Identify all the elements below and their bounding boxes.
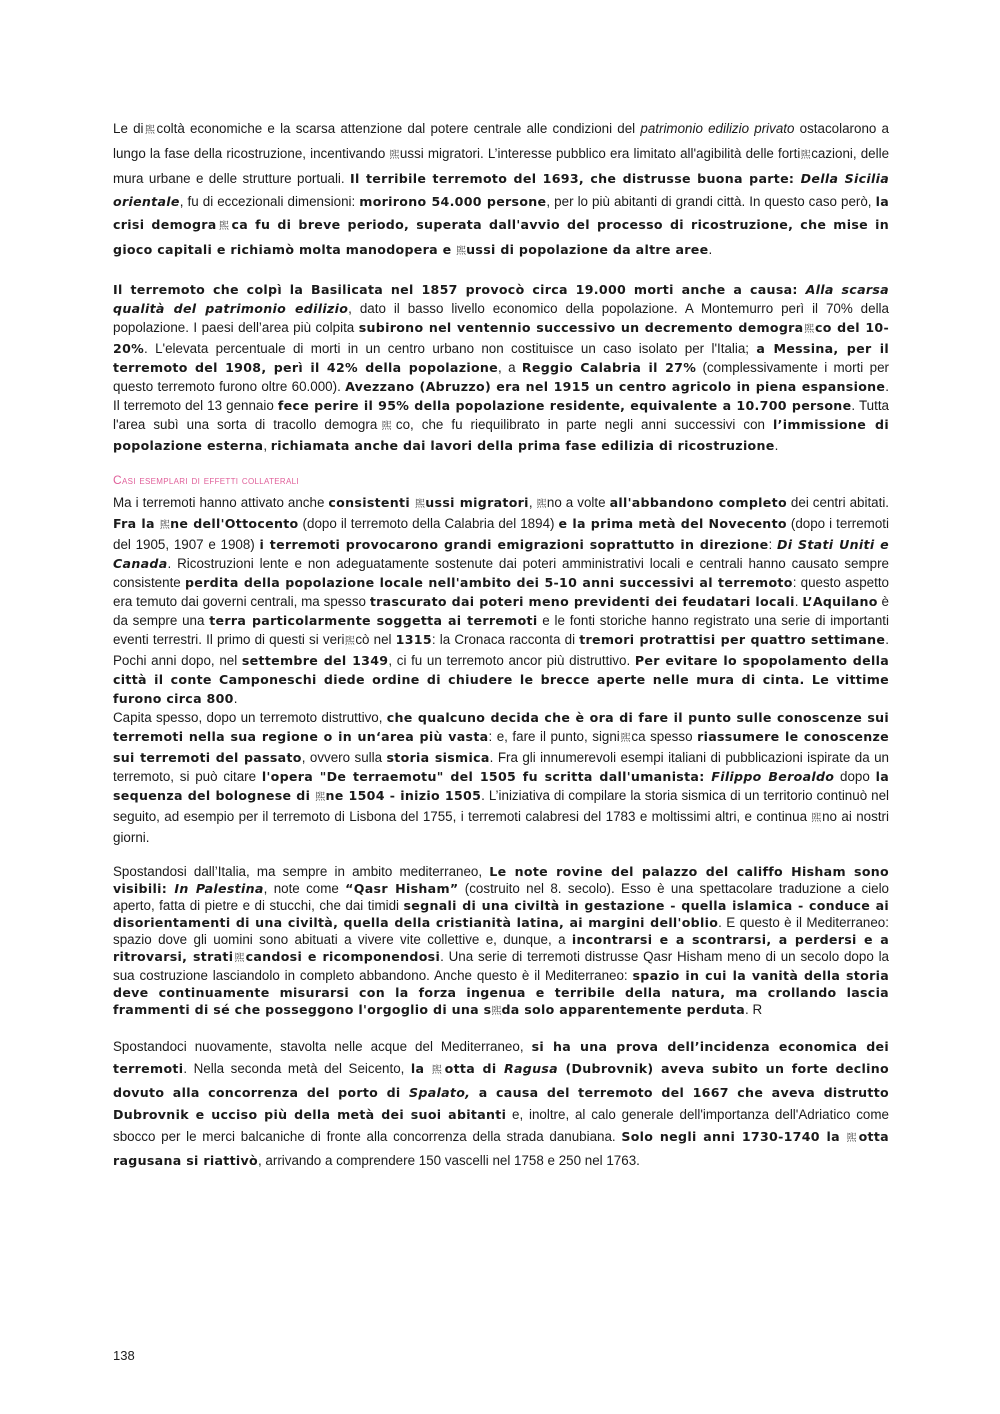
- text-run: no a volte: [546, 495, 610, 510]
- text-run: (complessivamente i morti per questo terremoto furono oltre 60.000).: [113, 360, 889, 394]
- bold-text: riassumere le conoscenze sui terremoti del passato: [113, 729, 889, 765]
- section-heading: Casi esemplari di effetti collaterali: [113, 473, 299, 487]
- text-run: (costruito nel 8. secolo). Esso è una spettacolare traduzione a cielo aperto, fatta di pietre e di stucchi, che dai timidi: [113, 881, 889, 913]
- bold-text: terra particolarmente soggetta ai terremoti: [209, 613, 538, 628]
- ligature-glyph: 𤋮: [143, 125, 157, 136]
- bold-text: morirono 54.000 persone: [359, 194, 547, 209]
- text-run: . L’iniziativa di compilare la storia sismica di un territorio continuò nel seguito, ad esempio per il terremoto di Lisbona del 1755, i terremoti calabresi del 1783 e moltissimi altri, e continua: [113, 788, 890, 824]
- bold-italic-text: Della Sicilia orientale: [113, 171, 889, 209]
- bold-text: trascurato dai poteri meno previdenti dei feudatari locali: [369, 594, 795, 609]
- text-run: . Il terremoto del 13 gennaio: [113, 379, 890, 413]
- text-run: ,: [263, 438, 271, 453]
- text-run: co, che fu riequilibrato in parte negli anni successivi con: [395, 417, 774, 432]
- bold-text: l'opera "De terraemotu" del 1505 fu scritta dall'umanista:: [261, 769, 712, 784]
- bold-text: Il terribile terremoto del 1693, che distrusse buona parte:: [350, 171, 801, 186]
- text-run: . Nella seconda metà del Seicento,: [183, 1061, 411, 1076]
- text-run: cò nel: [355, 632, 396, 647]
- text-run: coltà economiche e la scarsa attenzione dal potere centrale alle condizioni del: [156, 121, 641, 136]
- ligature-glyph: 𤋮: [800, 150, 812, 161]
- text-run: : e, fare il punto, signi: [488, 729, 620, 744]
- text-run: .: [233, 691, 238, 706]
- ligature-glyph: 𤋮: [619, 733, 632, 744]
- text-run: ostacolarono a lungo la fase della ricostruzione, incentivando: [113, 121, 889, 161]
- text-run: , per lo più abitanti di grandi città. In questo caso però,: [546, 194, 876, 209]
- ligature-glyph: 𤋮: [233, 953, 246, 964]
- italic-text: patrimonio edilizio privato: [640, 121, 795, 136]
- ligature-glyph: 𤋮: [344, 636, 356, 647]
- bold-text: subirono nel ventennio successivo un decremento demogra: [358, 320, 804, 335]
- bold-text: i terremoti provocarono grandi emigrazioni soprattutto in direzione: [259, 537, 769, 552]
- bold-text: ne 1504 - inizio 1505: [325, 788, 482, 803]
- text-run: , fu di eccezionali dimensioni:: [179, 194, 360, 209]
- text-run: (dopo il terremoto della Calabria del 1894): [298, 516, 559, 531]
- bold-text: co del 10-20%: [113, 320, 890, 356]
- bold-text: l’immissione di popolazione esterna: [113, 417, 889, 453]
- bold-text: si ha una prova dell’incidenza economica dei terremoti: [113, 1039, 889, 1076]
- text-run: ca spesso: [631, 729, 698, 744]
- text-run: e le fonti storiche hanno registrato una serie di importanti eventi terrestri. Il primo di questi si veri: [113, 613, 889, 647]
- text-run: . Una serie di terremoti distrusse Qasr Hisham meno di un secolo dopo la sua costruzione lasciandolo in completo abbandono. Anche questo è il Mediterraneo:: [113, 949, 890, 983]
- text-run: e, inoltre, al calo generale dell'importanza dell'Adriatico come sbocco per le merci balcaniche di fronte alla concorrenza della strada danubiana.: [113, 1107, 889, 1144]
- bold-text: a Messina, per il terremoto del 1908, perì il 42% della popolazione: [113, 341, 889, 375]
- bold-text: Le note rovine del palazzo del califfo Hisham sono visibili:: [113, 864, 890, 896]
- text-run: .: [774, 438, 779, 453]
- text-run: ,: [528, 495, 537, 510]
- text-run: . Pochi anni dopo, nel: [113, 632, 889, 668]
- paragraph-4: [113, 708, 889, 847]
- bold-text: consistenti: [328, 495, 415, 510]
- ligature-glyph: 𤋮: [456, 246, 467, 257]
- ligature-glyph: 𤋮: [846, 1133, 859, 1144]
- bold-text: segnali di una civiltà in gestazione - quella islamica - conduce ai disorientamenti di una civiltà, quella della cristianità latina, ai margini dell'oblio: [113, 898, 889, 930]
- bold-text: ussi migratori: [425, 495, 529, 510]
- text-run: cazioni, delle mura urbane e delle strutture portuali.: [113, 146, 890, 186]
- bold-text: L’Aquilano: [802, 594, 878, 609]
- bold-text: “Qasr Hisham”: [345, 881, 459, 896]
- bold-text: fece perire il 95% della popolazione residente, equivalente a 10.700 persone: [277, 398, 852, 413]
- text-run: :: [768, 537, 777, 552]
- bold-text: che qualcuno decida che è ora di fare il punto sulle conoscenze sui terremoti nella sua regione o in un‘area più vasta: [113, 710, 890, 744]
- paragraph-6: [113, 1036, 889, 1172]
- text-run: , ovvero sulla: [301, 750, 387, 765]
- bold-text: a causa del terremoto del 1667 che aveva distrutto Dubrovnik e ucciso più della metà dei suoi abitanti: [113, 1085, 889, 1122]
- text-run: Ma i terremoti hanno attivato anche: [113, 495, 329, 510]
- ligature-glyph: 𤋮: [811, 813, 823, 824]
- bold-text: la crisi demogra: [113, 194, 889, 232]
- bold-text: spazio in cui la vanità della storia deve continuamente misurarsi con la forza ingenua e terribile della natura, ma crollando lascia frammenti di sé che posseggono l'orgoglio di una s: [113, 968, 889, 1017]
- bold-text: richiamata anche dai lavori della prima fase edilizia di ricostruzione: [270, 438, 775, 453]
- bold-text: Reggio Calabria il 27%: [521, 360, 697, 375]
- bold-text: ca fu di breve periodo, superata dall'avvio del processo di ricostruzione, che mise in gioco capitali e richiamò molta manodopera e: [113, 217, 889, 257]
- text-run: , arrivando a comprendere 150 vascelli nel 1758 e 250 nel 1763.: [257, 1153, 640, 1168]
- bold-italic-text: Spalato,: [409, 1085, 471, 1100]
- page-body: [113, 117, 889, 1172]
- text-run: Spostandoci nuovamente, stavolta nelle acque del Mediterraneo,: [113, 1039, 532, 1054]
- text-run: : la Cronaca racconta di: [431, 632, 580, 647]
- ligature-glyph: 𤋮: [491, 1006, 502, 1017]
- paragraph-3: [113, 493, 889, 708]
- bold-text: settembre del 1349: [241, 653, 389, 668]
- bold-text: 1315: [395, 632, 432, 647]
- paragraph-1: [113, 117, 889, 263]
- bold-text: ussi di popolazione da altre aree: [466, 242, 709, 257]
- ligature-glyph: 𤋮: [377, 421, 396, 432]
- text-run: Capita spesso, dopo un terremoto distruttivo,: [113, 710, 387, 725]
- bold-text: Il terremoto che colpì la Basilicata nel 1857 provocò circa 19.000 morti anche a causa:: [113, 282, 806, 297]
- page-number: 138: [113, 1348, 135, 1363]
- ligature-glyph: 𤋮: [414, 499, 426, 510]
- bold-text: otta di: [444, 1061, 504, 1076]
- text-run: . R: [745, 1002, 763, 1017]
- bold-text: otta ragusana si riattivò: [113, 1129, 889, 1168]
- bold-text: Solo negli anni 1730-1740 la: [621, 1129, 847, 1144]
- text-run: .: [794, 594, 803, 609]
- ligature-glyph: 𤋮: [536, 499, 547, 510]
- ligature-glyph: 𤋮: [803, 324, 815, 335]
- ligature-glyph: 𤋮: [159, 520, 171, 531]
- paragraph-2: [113, 280, 889, 455]
- text-run: Spostandosi dall’Italia, ma sempre in ambito mediterraneo,: [113, 864, 490, 879]
- text-run: no ai nostri giorni.: [113, 809, 889, 845]
- bold-italic-text: Di Stati Uniti e Canada: [113, 537, 889, 571]
- text-run: . Fra gli innumerevoli esempi italiani di pubblicazioni ispirate da un terremoto, si può citare: [113, 750, 889, 784]
- bold-text: (Dubrovnik) aveva subito un forte declino dovuto alla concorrenza del porto di: [113, 1061, 889, 1100]
- text-run: ussi migratori. L’interesse pubblico era limitato all'agibilità delle forti: [399, 146, 801, 161]
- bold-text: Avezzano (Abruzzo) era nel 1915 un centro agricolo in piena espansione: [345, 379, 886, 394]
- bold-italic-text: Filippo Beroaldo: [711, 769, 835, 784]
- ligature-glyph: 𤋮: [389, 150, 400, 161]
- text-run: dopo: [834, 769, 876, 784]
- ligature-glyph: 𤋮: [315, 792, 326, 803]
- text-run: (dopo i terremoti del 1905, 1907 e 1908): [113, 516, 889, 552]
- text-run: dei centri abitati.: [786, 495, 890, 510]
- bold-text: storia sismica: [386, 750, 490, 765]
- text-run: . L'elevata percentuale di morti in un centro urbano non costituisce un caso isolato per l'Italia;: [144, 341, 757, 356]
- bold-italic-text: Ragusa: [503, 1061, 558, 1076]
- bold-text: all'abbandono completo: [609, 495, 787, 510]
- text-run: : questo aspetto era temuto dai governi centrali, ma spesso: [113, 575, 889, 609]
- text-run: è da sempre una: [113, 594, 889, 628]
- bold-text: incontrarsi e a scontrarsi, a perdersi e a ritrovarsi, strati: [113, 932, 889, 964]
- text-run: . Tutta l'area subì una sorta di tracollo demogra: [113, 398, 890, 432]
- bold-text: e la prima metà del Novecento: [558, 516, 787, 531]
- bold-text: Per evitare lo spopolamento della città il conte Camponeschi diede ordine di chiudere le brecce aperte nelle mura di cinta. Le vittime furono circa 800: [113, 653, 889, 706]
- bold-text: candosi e ricomponendosi: [245, 949, 441, 964]
- bold-italic-text: In Palestina: [174, 881, 264, 896]
- bold-text: ne dell'Ottocento: [170, 516, 299, 531]
- bold-text: da solo apparentemente perduta: [501, 1002, 746, 1017]
- bold-text: la sequenza del bolognese di: [113, 769, 889, 803]
- text-run: Le di: [113, 121, 144, 136]
- text-run: . Ricostruzioni lente e non adeguatamente sostenute dai poteri amministrativi locali e centrali hanno causato sempre consistente: [113, 556, 889, 590]
- ligature-glyph: 𤋮: [431, 1065, 445, 1076]
- text-run: , ci fu un terremoto ancor più distruttivo.: [388, 653, 635, 668]
- bold-text: la: [410, 1061, 432, 1076]
- bold-text: tremori protrattisi per quattro settimane: [579, 632, 886, 647]
- paragraph-5: [113, 863, 889, 1020]
- bold-text: perdita della popolazione locale nell'ambito dei 5-10 anni successivi al terremoto: [184, 575, 793, 590]
- text-run: , dato il basso livello economico della popolazione. A Montemurro perì il 70% della popolazione. I paesi dell’area più colpita: [113, 301, 889, 335]
- text-run: . E questo è il Mediterraneo: spazio dove gli uomini sono abituati a vivere vite collettive e, dunque, a: [113, 915, 889, 947]
- text-run: .: [708, 242, 713, 257]
- text-run: , note come: [263, 881, 346, 896]
- ligature-glyph: 𤋮: [216, 221, 232, 232]
- bold-text: Fra la: [113, 516, 160, 531]
- text-run: , a: [498, 360, 522, 375]
- bold-italic-text: Alla scarsa qualità del patrimonio edilizio: [113, 282, 889, 316]
